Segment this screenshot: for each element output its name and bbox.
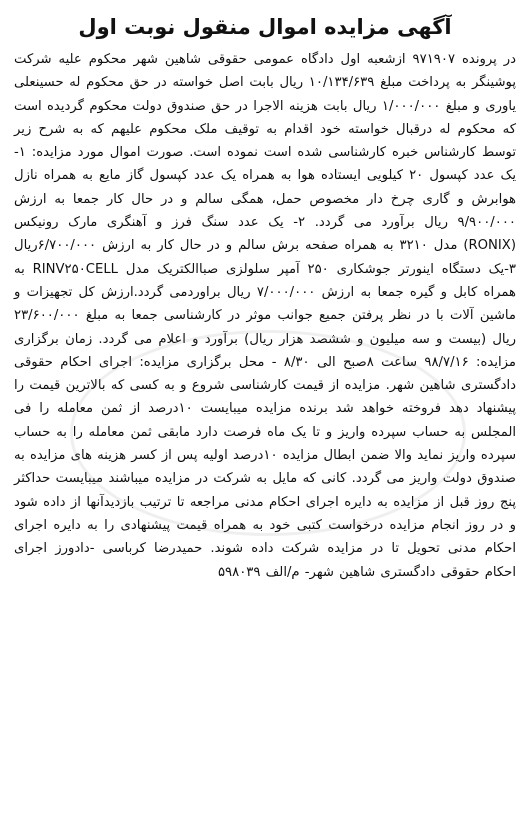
notice-body: در پرونده ۹۷۱۹۰۷ ازشعبه اول دادگاه عمومی حقوقی شاهین شهر محکوم علیه شرکت پوشینگر به پرداخت مبلغ ۱۰/۱۳۴/۶۳۹ ریال بابت اصل خواسته در حق محکوم له حسینعلی یاوری و مبلغ ۱/۰۰۰/۰۰۰ ریال بابت هزینه الاجرا در حق صندوق دولت محکوم گردیده است که محکوم له درقبال خواسته خود اقدام به توقیف ملک محکوم علیهم که به شرح زیر توسط کارشناس خبره کارشناسی شده است نموده است. صورت اموال مورد مزایده: ۱-یک عدد کپسول ۲۰ کیلویی ایستاده هوا به همراه یک عدد کپسول گاز مایع به همراه نازل هوابرش و گاری چرخ دار مخصوص حمل، همگی سالم و در حال کار جمعا به ارزش ۹/۹۰۰/۰۰۰ ریال برآورد می گردد. ۲- یک عدد سنگ فرز و آهنگری مارک رونیکس (RONIX) مدل ۳۲۱۰ به همراه صفحه برش سالم و در حال کار به ارزش ۶/۷۰۰/۰۰۰ریال ۳-یک دستگاه اینورتر جوشکاری ۲۵۰ آمپر سلولزی صباالکتریک مدل RINV۲۵۰CELL به همراه کابل و گیره جمعا به ارزش ۷/۰۰۰/۰۰۰ ریال براوردمی گردد.ارزش کل تجهیزات و ماشین آلات با در نظر پرفتن جمیع جوانب موثر در کارشناسی جمعا به مبلغ ۲۳/۶۰۰/۰۰۰ ریال (بیست و سه میلیون و ششصد هزار ریال) برآورد و اعلام می گردد. زمان برگزاری مزایده: ۹۸/۷/۱۶ ساعت ۸صبح الی ۸/۳۰ - محل برگزاری مزایده: اجرای احکام حقوقی دادگستری شاهین شهر. مزایده از قیمت کارشناسی شروع و به کسی که بالاترین قیمت را پیشنهاد دهد فروخته خواهد شد برنده مزایده میبایست ۱۰درصد از ثمن معامله را فی المجلس به حساب سپرده واریز و تا یک ماه فرصت دارد مابقی ثمن معامله را به حساب سپرده واریز نماید والا ضمن ابطال مزایده ۱۰درصد اولیه پس از کسر هزینه های مزایده به صندوق دولت واریز می گردد. کانی که مایل به شرکت در مزایده میباشند میبایست حداکثر پنج روز قبل از مزایده به دایره اجرای احکام مدنی مراجعه تا ترتیب بازدیدآنها از داده شود و در روز انجام مزایده درخواست کتبی خود به همراه قیمت پیشنهادی را به دایره اجرای احکام مدنی تحویل تا در مزایده شرکت داده شوند. حمیدرضا کرباسی -دادورز اجرای احکام حقوقی دادگستری شاهین شهر- م/الف ۵۹۸۰۳۹ (14, 52, 517, 580)
notice-title: آگهی مزایده اموال منقول نوبت اول (78, 15, 452, 39)
